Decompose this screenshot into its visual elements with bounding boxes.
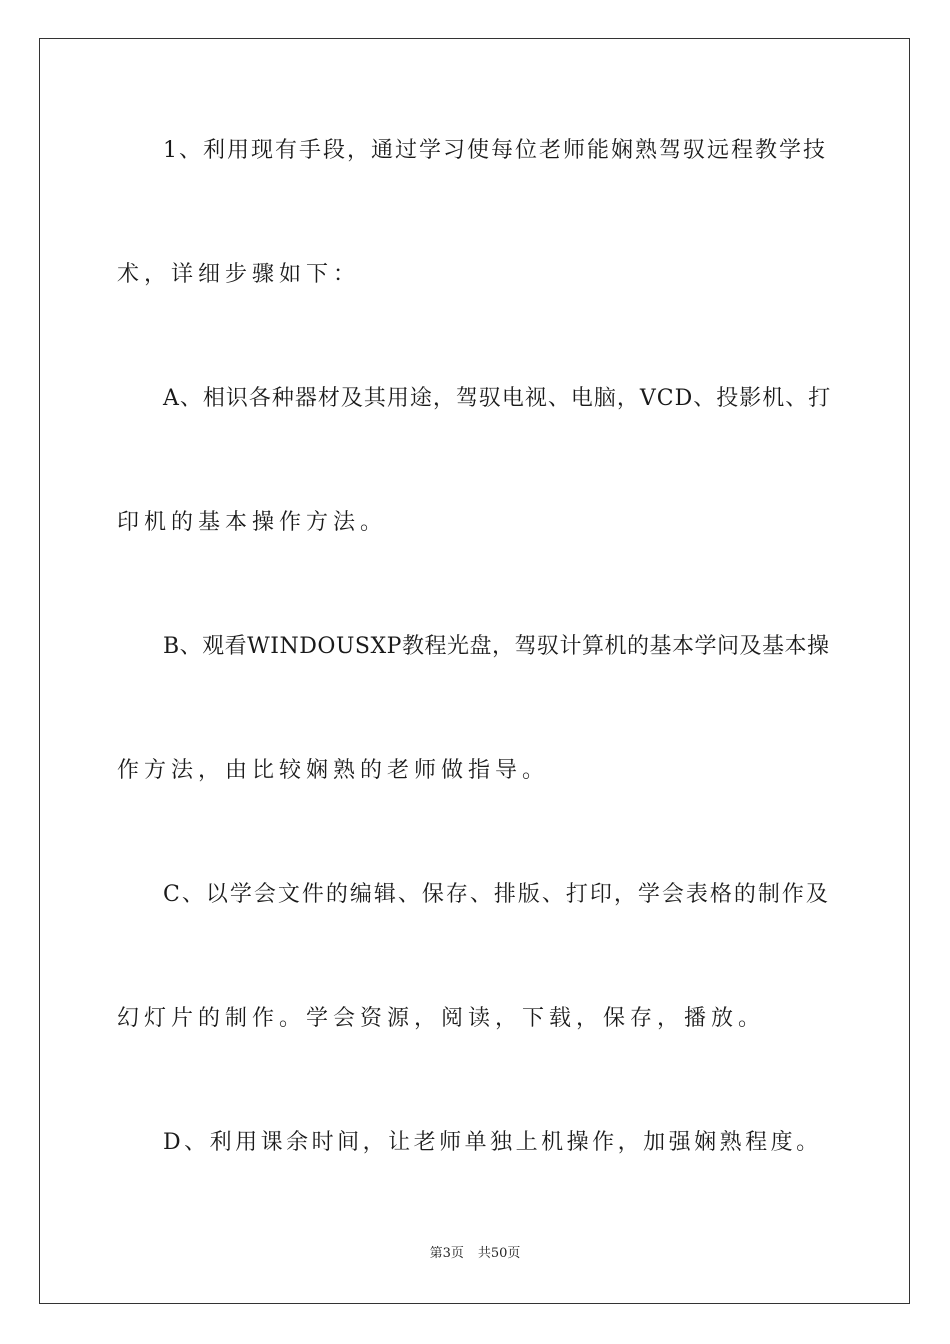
total-pages: 共50页 [477,1246,521,1261]
paragraph-1-line-2: 术，详细步骤如下： [117,262,361,287]
page-footer [0,1246,950,1262]
paragraph-d-line-1: D、利用课余时间，让老师单独上机操作，加强娴熟程度。 [163,1130,822,1155]
paragraph-b-line-2: 作方法，由比较娴熟的老师做指导。 [117,758,550,783]
page-number: 第3页 [429,1246,464,1261]
paragraph-c-line-1: C、以学会文件的编辑、保存、排版、打印，学会表格的制作及 [163,882,830,907]
paragraph-1-line-1: 1、利用现有手段，通过学习使每位老师能娴熟驾驭远程教学技 [163,138,827,163]
paragraph-b-line-1: B、观看WINDOUSXP教程光盘，驾驭计算机的基本学问及基本操 [163,634,830,659]
page-border [39,38,910,1304]
paragraph-a-line-1: A、相识各种器材及其用途，驾驭电视、电脑，VCD、投影机、打 [163,386,832,411]
paragraph-c-line-2: 幻灯片的制作。学会资源，阅读，下载，保存，播放。 [117,1006,766,1031]
paragraph-a-line-2: 印机的基本操作方法。 [117,510,388,535]
